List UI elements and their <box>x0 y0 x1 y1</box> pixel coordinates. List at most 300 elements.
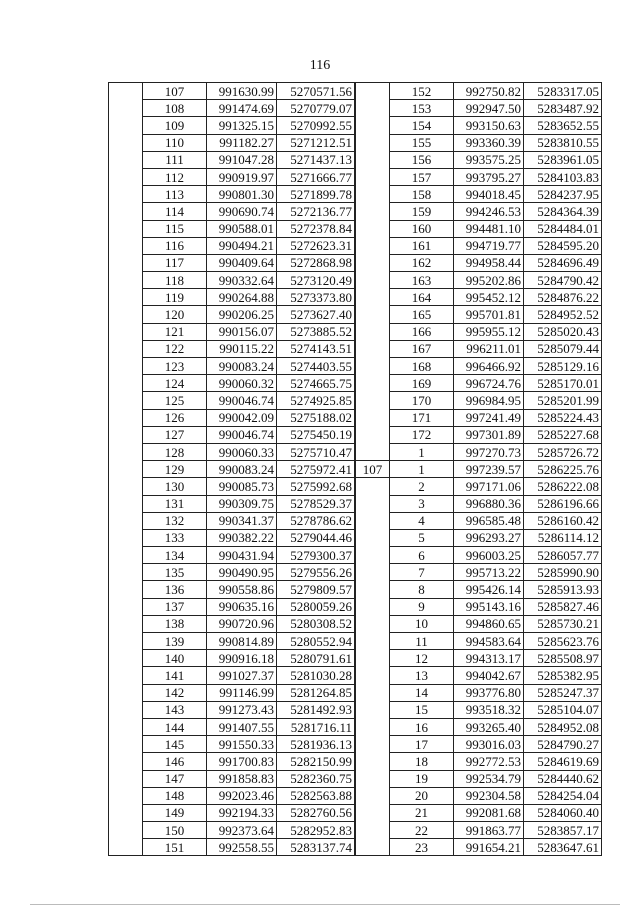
y-coordinate-cell: 5283652.55 <box>524 117 602 134</box>
y-coordinate-cell: 5282952.83 <box>277 822 355 839</box>
x-coordinate-cell: 990382.22 <box>207 529 277 546</box>
group-cell <box>356 392 390 409</box>
group-cell <box>109 392 143 409</box>
x-coordinate-cell: 990916.18 <box>207 650 277 667</box>
group-cell <box>356 478 390 495</box>
table-row <box>109 100 355 117</box>
point-number-cell: 1 <box>390 461 454 478</box>
table-row <box>109 461 355 478</box>
x-coordinate-cell: 993518.32 <box>454 701 524 718</box>
table-row <box>356 289 602 306</box>
table-row <box>356 409 602 426</box>
x-coordinate-cell: 991325.15 <box>207 117 277 134</box>
y-coordinate-cell: 5280059.26 <box>277 598 355 615</box>
x-coordinate-cell: 994860.65 <box>454 615 524 632</box>
y-coordinate-cell: 5285730.21 <box>524 615 602 632</box>
y-coordinate-cell: 5285020.43 <box>524 323 602 340</box>
point-number-cell: 129 <box>143 461 207 478</box>
y-coordinate-cell: 5273373.80 <box>277 289 355 306</box>
table-row <box>109 220 355 237</box>
group-cell <box>109 289 143 306</box>
group-cell <box>109 529 143 546</box>
y-coordinate-cell: 5271899.78 <box>277 186 355 203</box>
group-cell <box>109 839 143 856</box>
group-cell <box>356 839 390 856</box>
x-coordinate-cell: 990309.75 <box>207 495 277 512</box>
table-row <box>356 495 602 512</box>
x-coordinate-cell: 993776.80 <box>454 684 524 701</box>
x-coordinate-cell: 990085.73 <box>207 478 277 495</box>
x-coordinate-cell: 995452.12 <box>454 289 524 306</box>
table-row <box>109 718 355 735</box>
x-coordinate-cell: 996466.92 <box>454 358 524 375</box>
point-number-cell: 161 <box>390 237 454 254</box>
group-cell <box>356 100 390 117</box>
y-coordinate-cell: 5284060.40 <box>524 804 602 821</box>
y-coordinate-cell: 5284952.08 <box>524 718 602 735</box>
table-row <box>109 203 355 220</box>
point-number-cell: 137 <box>143 598 207 615</box>
y-coordinate-cell: 5271666.77 <box>277 168 355 185</box>
table-row <box>356 736 602 753</box>
point-number-cell: 159 <box>390 203 454 220</box>
table-row <box>356 650 602 667</box>
table-row <box>109 753 355 770</box>
x-coordinate-cell: 992081.68 <box>454 804 524 821</box>
group-cell <box>109 151 143 168</box>
group-cell <box>356 220 390 237</box>
group-cell <box>109 770 143 787</box>
table-row <box>109 495 355 512</box>
group-cell: 107 <box>356 461 390 478</box>
y-coordinate-cell: 5284364.39 <box>524 203 602 220</box>
x-coordinate-cell: 992772.53 <box>454 753 524 770</box>
table-row <box>356 220 602 237</box>
x-coordinate-cell: 991858.83 <box>207 770 277 787</box>
y-coordinate-cell: 5279556.26 <box>277 564 355 581</box>
table-row <box>109 409 355 426</box>
x-coordinate-cell: 991407.55 <box>207 718 277 735</box>
point-number-cell: 2 <box>390 478 454 495</box>
y-coordinate-cell: 5283857.17 <box>524 822 602 839</box>
point-number-cell: 136 <box>143 581 207 598</box>
x-coordinate-cell: 995713.22 <box>454 564 524 581</box>
x-coordinate-cell: 993150.63 <box>454 117 524 134</box>
x-coordinate-cell: 991474.69 <box>207 100 277 117</box>
table-row <box>356 237 602 254</box>
point-number-cell: 154 <box>390 117 454 134</box>
point-number-cell: 145 <box>143 736 207 753</box>
table-row <box>109 650 355 667</box>
table-row <box>109 358 355 375</box>
point-number-cell: 113 <box>143 186 207 203</box>
y-coordinate-cell: 5284619.69 <box>524 753 602 770</box>
table-row <box>356 134 602 151</box>
point-number-cell: 146 <box>143 753 207 770</box>
point-number-cell: 153 <box>390 100 454 117</box>
table-row <box>109 512 355 529</box>
point-number-cell: 115 <box>143 220 207 237</box>
y-coordinate-cell: 5285508.97 <box>524 650 602 667</box>
point-number-cell: 155 <box>390 134 454 151</box>
point-number-cell: 23 <box>390 839 454 856</box>
group-cell <box>109 701 143 718</box>
group-cell <box>109 615 143 632</box>
table-row <box>356 151 602 168</box>
footer-divider <box>30 904 620 905</box>
y-coordinate-cell: 5285990.90 <box>524 564 602 581</box>
y-coordinate-cell: 5286057.77 <box>524 547 602 564</box>
x-coordinate-cell: 990060.32 <box>207 375 277 392</box>
group-cell <box>356 770 390 787</box>
x-coordinate-cell: 991027.37 <box>207 667 277 684</box>
group-cell <box>109 804 143 821</box>
group-cell <box>109 409 143 426</box>
group-cell <box>109 272 143 289</box>
table-row <box>109 822 355 839</box>
group-cell <box>356 186 390 203</box>
x-coordinate-cell: 990720.96 <box>207 615 277 632</box>
group-cell <box>356 753 390 770</box>
point-number-cell: 172 <box>390 426 454 443</box>
y-coordinate-cell: 5282563.88 <box>277 787 355 804</box>
point-number-cell: 133 <box>143 529 207 546</box>
y-coordinate-cell: 5286225.76 <box>524 461 602 478</box>
x-coordinate-cell: 991550.33 <box>207 736 277 753</box>
y-coordinate-cell: 5275710.47 <box>277 443 355 460</box>
x-coordinate-cell: 994583.64 <box>454 633 524 650</box>
y-coordinate-cell: 5281936.13 <box>277 736 355 753</box>
group-cell <box>356 323 390 340</box>
point-number-cell: 149 <box>143 804 207 821</box>
table-row <box>356 203 602 220</box>
y-coordinate-cell: 5281030.28 <box>277 667 355 684</box>
point-number-cell: 16 <box>390 718 454 735</box>
group-cell <box>109 220 143 237</box>
x-coordinate-cell: 990801.30 <box>207 186 277 203</box>
table-row <box>356 804 602 821</box>
x-coordinate-cell: 994246.53 <box>454 203 524 220</box>
y-coordinate-cell: 5271212.51 <box>277 134 355 151</box>
group-cell <box>109 564 143 581</box>
y-coordinate-cell: 5283487.92 <box>524 100 602 117</box>
x-coordinate-cell: 996585.48 <box>454 512 524 529</box>
point-number-cell: 12 <box>390 650 454 667</box>
table-row <box>109 254 355 271</box>
x-coordinate-cell: 993575.25 <box>454 151 524 168</box>
y-coordinate-cell: 5285079.44 <box>524 340 602 357</box>
table-row <box>109 736 355 753</box>
table-row <box>109 804 355 821</box>
x-coordinate-cell: 990042.09 <box>207 409 277 426</box>
x-coordinate-cell: 992534.79 <box>454 770 524 787</box>
y-coordinate-cell: 5275450.19 <box>277 426 355 443</box>
point-number-cell: 171 <box>390 409 454 426</box>
table-row <box>356 306 602 323</box>
group-cell <box>356 83 390 100</box>
x-coordinate-cell: 995143.16 <box>454 598 524 615</box>
point-number-cell: 143 <box>143 701 207 718</box>
x-coordinate-cell: 997241.49 <box>454 409 524 426</box>
group-cell <box>356 667 390 684</box>
group-cell <box>356 564 390 581</box>
group-cell <box>356 340 390 357</box>
table-row <box>109 839 355 856</box>
x-coordinate-cell: 995202.86 <box>454 272 524 289</box>
x-coordinate-cell: 993265.40 <box>454 718 524 735</box>
y-coordinate-cell: 5284440.62 <box>524 770 602 787</box>
group-cell <box>356 168 390 185</box>
table-row <box>109 83 355 100</box>
y-coordinate-cell: 5284696.49 <box>524 254 602 271</box>
point-number-cell: 15 <box>390 701 454 718</box>
table-row <box>356 581 602 598</box>
table-row <box>356 375 602 392</box>
y-coordinate-cell: 5280791.61 <box>277 650 355 667</box>
x-coordinate-cell: 994042.67 <box>454 667 524 684</box>
point-number-cell: 7 <box>390 564 454 581</box>
table-row <box>356 83 602 100</box>
table-row <box>109 667 355 684</box>
group-cell <box>356 736 390 753</box>
point-number-cell: 120 <box>143 306 207 323</box>
table-row <box>109 684 355 701</box>
x-coordinate-cell: 990332.64 <box>207 272 277 289</box>
x-coordinate-cell: 991700.83 <box>207 753 277 770</box>
x-coordinate-cell: 997171.06 <box>454 478 524 495</box>
x-coordinate-cell: 990046.74 <box>207 392 277 409</box>
y-coordinate-cell: 5285623.76 <box>524 633 602 650</box>
y-coordinate-cell: 5286222.08 <box>524 478 602 495</box>
y-coordinate-cell: 5280552.94 <box>277 633 355 650</box>
y-coordinate-cell: 5272868.98 <box>277 254 355 271</box>
y-coordinate-cell: 5274925.85 <box>277 392 355 409</box>
point-number-cell: 114 <box>143 203 207 220</box>
y-coordinate-cell: 5280308.52 <box>277 615 355 632</box>
point-number-cell: 10 <box>390 615 454 632</box>
point-number-cell: 17 <box>390 736 454 753</box>
group-cell <box>356 615 390 632</box>
y-coordinate-cell: 5286196.66 <box>524 495 602 512</box>
x-coordinate-cell: 990814.89 <box>207 633 277 650</box>
point-number-cell: 119 <box>143 289 207 306</box>
x-coordinate-cell: 992373.64 <box>207 822 277 839</box>
point-number-cell: 156 <box>390 151 454 168</box>
table-row <box>109 598 355 615</box>
point-number-cell: 169 <box>390 375 454 392</box>
table-row <box>109 272 355 289</box>
x-coordinate-cell: 996003.25 <box>454 547 524 564</box>
point-number-cell: 170 <box>390 392 454 409</box>
point-number-cell: 150 <box>143 822 207 839</box>
x-coordinate-cell: 990083.24 <box>207 461 277 478</box>
group-cell <box>109 581 143 598</box>
x-coordinate-cell: 991146.99 <box>207 684 277 701</box>
y-coordinate-cell: 5278529.37 <box>277 495 355 512</box>
x-coordinate-cell: 991182.27 <box>207 134 277 151</box>
point-number-cell: 157 <box>390 168 454 185</box>
table-row <box>356 186 602 203</box>
point-number-cell: 118 <box>143 272 207 289</box>
table-row <box>356 340 602 357</box>
table-row <box>356 272 602 289</box>
group-cell <box>356 409 390 426</box>
coordinates-table-left <box>108 82 355 856</box>
x-coordinate-cell: 990490.95 <box>207 564 277 581</box>
x-coordinate-cell: 996724.76 <box>454 375 524 392</box>
x-coordinate-cell: 990156.07 <box>207 323 277 340</box>
table-row <box>356 787 602 804</box>
y-coordinate-cell: 5281492.93 <box>277 701 355 718</box>
group-cell <box>356 117 390 134</box>
point-number-cell: 116 <box>143 237 207 254</box>
point-number-cell: 13 <box>390 667 454 684</box>
group-cell <box>356 443 390 460</box>
table-row <box>109 581 355 598</box>
x-coordinate-cell: 991863.77 <box>454 822 524 839</box>
group-cell <box>109 237 143 254</box>
group-cell <box>109 186 143 203</box>
point-number-cell: 107 <box>143 83 207 100</box>
point-number-cell: 164 <box>390 289 454 306</box>
x-coordinate-cell: 990558.86 <box>207 581 277 598</box>
y-coordinate-cell: 5273120.49 <box>277 272 355 289</box>
point-number-cell: 1 <box>390 443 454 460</box>
x-coordinate-cell: 990635.16 <box>207 598 277 615</box>
table-row <box>109 564 355 581</box>
table-row <box>109 289 355 306</box>
x-coordinate-cell: 994481.10 <box>454 220 524 237</box>
x-coordinate-cell: 990115.22 <box>207 340 277 357</box>
table-row <box>356 839 602 856</box>
y-coordinate-cell: 5285224.43 <box>524 409 602 426</box>
point-number-cell: 18 <box>390 753 454 770</box>
table-row <box>356 426 602 443</box>
point-number-cell: 4 <box>390 512 454 529</box>
group-cell <box>356 581 390 598</box>
point-number-cell: 21 <box>390 804 454 821</box>
point-number-cell: 162 <box>390 254 454 271</box>
group-cell <box>356 633 390 650</box>
coordinates-table-left-body <box>109 83 355 856</box>
group-cell <box>109 134 143 151</box>
y-coordinate-cell: 5285201.99 <box>524 392 602 409</box>
table-row <box>356 598 602 615</box>
group-cell <box>356 237 390 254</box>
table-row <box>356 667 602 684</box>
x-coordinate-cell: 990206.25 <box>207 306 277 323</box>
group-cell <box>109 684 143 701</box>
x-coordinate-cell: 996984.95 <box>454 392 524 409</box>
table-row <box>109 375 355 392</box>
group-cell <box>109 323 143 340</box>
table-row <box>356 358 602 375</box>
y-coordinate-cell: 5270571.56 <box>277 83 355 100</box>
y-coordinate-cell: 5282360.75 <box>277 770 355 787</box>
x-coordinate-cell: 990588.01 <box>207 220 277 237</box>
point-number-cell: 134 <box>143 547 207 564</box>
group-cell <box>356 272 390 289</box>
y-coordinate-cell: 5285726.72 <box>524 443 602 460</box>
y-coordinate-cell: 5284237.95 <box>524 186 602 203</box>
table-row <box>109 323 355 340</box>
y-coordinate-cell: 5270779.07 <box>277 100 355 117</box>
group-cell <box>109 633 143 650</box>
x-coordinate-cell: 991047.28 <box>207 151 277 168</box>
y-coordinate-cell: 5285913.93 <box>524 581 602 598</box>
point-number-cell: 140 <box>143 650 207 667</box>
point-number-cell: 11 <box>390 633 454 650</box>
point-number-cell: 123 <box>143 358 207 375</box>
group-cell <box>109 306 143 323</box>
group-cell <box>109 495 143 512</box>
group-cell <box>356 306 390 323</box>
point-number-cell: 121 <box>143 323 207 340</box>
table-row <box>356 770 602 787</box>
table-row <box>109 426 355 443</box>
x-coordinate-cell: 990690.74 <box>207 203 277 220</box>
point-number-cell: 131 <box>143 495 207 512</box>
x-coordinate-cell: 990919.97 <box>207 168 277 185</box>
x-coordinate-cell: 993795.27 <box>454 168 524 185</box>
y-coordinate-cell: 5285129.16 <box>524 358 602 375</box>
group-cell <box>109 822 143 839</box>
table-row <box>109 547 355 564</box>
coordinates-table-right-body <box>356 83 602 856</box>
table-row <box>356 512 602 529</box>
group-cell <box>356 650 390 667</box>
x-coordinate-cell: 991630.99 <box>207 83 277 100</box>
x-coordinate-cell: 995426.14 <box>454 581 524 598</box>
y-coordinate-cell: 5278786.62 <box>277 512 355 529</box>
y-coordinate-cell: 5284952.52 <box>524 306 602 323</box>
group-cell <box>109 667 143 684</box>
table-row <box>356 633 602 650</box>
group-cell <box>109 358 143 375</box>
x-coordinate-cell: 996293.27 <box>454 529 524 546</box>
table-row <box>356 100 602 117</box>
y-coordinate-cell: 5271437.13 <box>277 151 355 168</box>
group-cell <box>109 598 143 615</box>
group-cell <box>356 701 390 718</box>
y-coordinate-cell: 5281264.85 <box>277 684 355 701</box>
point-number-cell: 138 <box>143 615 207 632</box>
table-row <box>109 443 355 460</box>
group-cell <box>356 375 390 392</box>
group-cell <box>109 100 143 117</box>
x-coordinate-cell: 992750.82 <box>454 83 524 100</box>
group-cell <box>109 375 143 392</box>
y-coordinate-cell: 5274665.75 <box>277 375 355 392</box>
y-coordinate-cell: 5275188.02 <box>277 409 355 426</box>
y-coordinate-cell: 5282760.56 <box>277 804 355 821</box>
table-row <box>109 787 355 804</box>
x-coordinate-cell: 994719.77 <box>454 237 524 254</box>
y-coordinate-cell: 5270992.55 <box>277 117 355 134</box>
y-coordinate-cell: 5284876.22 <box>524 289 602 306</box>
y-coordinate-cell: 5286114.12 <box>524 529 602 546</box>
point-number-cell: 135 <box>143 564 207 581</box>
y-coordinate-cell: 5281716.11 <box>277 718 355 735</box>
point-number-cell: 9 <box>390 598 454 615</box>
x-coordinate-cell: 990060.33 <box>207 443 277 460</box>
x-coordinate-cell: 994958.44 <box>454 254 524 271</box>
page-number: 116 <box>309 58 331 73</box>
point-number-cell: 167 <box>390 340 454 357</box>
x-coordinate-cell: 990341.37 <box>207 512 277 529</box>
x-coordinate-cell: 990264.88 <box>207 289 277 306</box>
table-row <box>109 770 355 787</box>
